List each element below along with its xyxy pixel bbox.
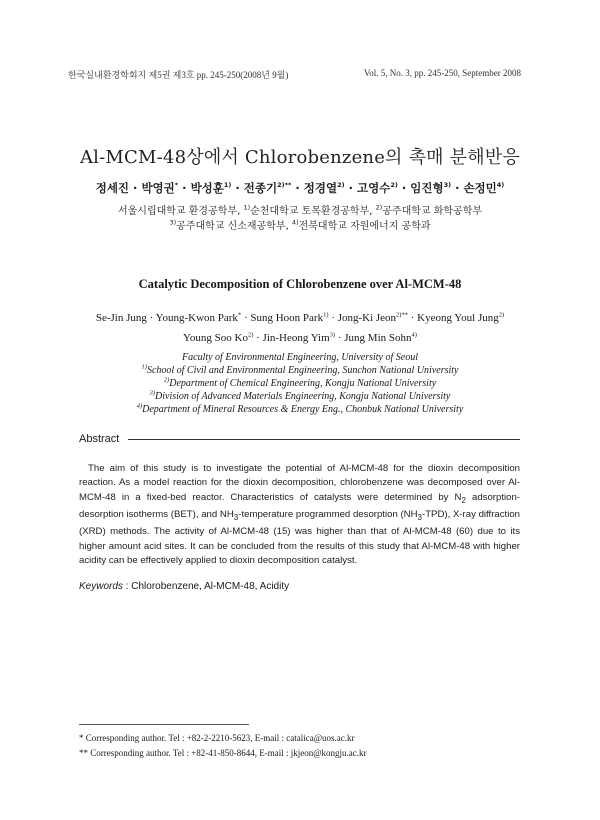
author-separator: ·	[231, 181, 244, 195]
author-separator: ·	[407, 312, 418, 324]
affiliations-korean-line2	[0, 217, 600, 232]
author-affiliation-mark: 1)	[323, 311, 329, 319]
author-separator: ·	[397, 181, 411, 195]
affiliation-text: School of Civil and Environmental Engineering, Sunchon National University	[146, 365, 459, 376]
author-name: Kyeong Youl Jung	[417, 312, 499, 324]
affiliation-text: Division of Advanced Materials Engineering, Kongju National University	[155, 391, 451, 402]
author-separator: ·	[146, 312, 156, 324]
abstract-heading: Abstract	[79, 433, 120, 445]
author-list-english-line1	[0, 312, 600, 324]
affiliation-english-line	[0, 403, 600, 416]
affiliations-english	[0, 351, 600, 416]
affiliation-text: 공주대학교 신소재공학부,	[176, 221, 292, 232]
author-name: 박영권	[141, 181, 175, 195]
keywords-line	[79, 581, 289, 592]
affiliation-text: Department of Chemical Engineering, Kongju National University	[169, 378, 437, 389]
affiliation-mark: 4)	[291, 218, 299, 227]
affiliation-mark: 3)	[149, 389, 156, 397]
affiliation-text: 공주대학교 화학공학부	[382, 206, 483, 217]
author-name: 정세진	[95, 181, 130, 195]
subscript: 3	[417, 513, 422, 523]
footnote-divider	[79, 724, 249, 725]
abstract-text-part: -temperature programmed desorption (NH	[238, 509, 418, 521]
affiliation-text: 순천대학교 토목환경공학부,	[250, 206, 376, 217]
author-separator: ·	[129, 181, 142, 195]
affiliation-text: Faculty of Environmental Engineering, University of Seoul	[182, 352, 418, 363]
author-affiliation-mark: 1)	[223, 181, 232, 190]
paper-title-korean: Al-MCM-48상에서 Chlorobenzene의 촉매 분해반응	[79, 147, 521, 168]
author-name: 고영수	[357, 181, 391, 195]
author-name: 임진형	[410, 181, 444, 195]
affiliation-english-line	[0, 390, 600, 403]
author-separator: ·	[328, 312, 338, 324]
author-affiliation-mark: 2)	[337, 181, 345, 190]
affiliation-text: 전북대학교 자원에너지 공학과	[298, 221, 431, 232]
author-name: 정경열	[303, 181, 338, 195]
author-name: Young Soo Ko	[183, 332, 248, 344]
author-name: Jin-Heong Yim	[262, 332, 330, 344]
author-list-korean	[0, 180, 600, 196]
affiliation-mark: 1)	[243, 203, 251, 212]
author-affiliation-mark: 2)	[498, 311, 505, 319]
affiliation-mark: 2)	[163, 376, 170, 384]
author-name: Young-Kwon Park	[155, 312, 238, 324]
author-separator: ·	[241, 312, 251, 324]
author-name: Jung Min Sohn	[344, 332, 412, 344]
affiliation-text: 서울시립대학교 환경공학부,	[117, 206, 244, 217]
author-separator: ·	[178, 181, 191, 195]
author-separator: ·	[253, 332, 263, 344]
abstract-text-part: adsorption-desorption isotherms (BET), and NH	[79, 491, 520, 521]
affiliation-mark: 3)	[169, 218, 177, 227]
affiliation-text: Department of Mineral Resources & Energy Eng., Chonbuk National University	[142, 404, 464, 415]
author-affiliation-mark: 3)	[329, 331, 336, 339]
footnote-text: Corresponding author. Tel : +82-2-2210-5623, E-mail : catalica@uos.ac.kr	[83, 733, 355, 743]
running-header-right: Vol. 5, No. 3, pp. 245-250, September 2008	[363, 68, 521, 78]
paper-title-english: Catalytic Decomposition of Chlorobenzene over Al-MCM-48	[138, 277, 462, 291]
author-affiliation-mark: 4)	[496, 181, 505, 190]
author-affiliation-mark: 2)	[390, 181, 398, 190]
abstract-divider	[128, 439, 520, 440]
subscript: 3	[233, 513, 239, 523]
footnote-mark: *	[79, 733, 84, 743]
author-affiliation-mark: 4)	[411, 331, 417, 339]
footnote-corresponding-author-2	[79, 748, 367, 758]
author-name: 박성훈	[190, 181, 224, 195]
abstract-text-part: -TPD), X-ray diffraction (XRD) methods. The activity of Al-MCM-48 (15) was higher than that of Al-MCM-48 (60) due to its higher amount acid sites. It can be concluded from the results of this study that Al-MCM-48 with higher acidity can be effectively applied to dioxin decomposition catalyst.	[79, 509, 520, 567]
affiliation-english-line	[0, 364, 600, 377]
affiliation-english-line	[0, 351, 600, 364]
affiliation-mark: 1)	[141, 363, 147, 371]
author-separator: ·	[344, 181, 358, 195]
author-separator: ·	[291, 181, 304, 195]
author-separator: ·	[335, 332, 345, 344]
author-name: 전종기	[243, 181, 278, 195]
affiliation-mark: 4)	[136, 402, 143, 410]
author-name: Se-Jin Jung	[95, 312, 147, 324]
author-affiliation-mark: 2)**	[396, 311, 408, 319]
author-name: Jong-Ki Jeon	[337, 312, 397, 324]
subscript: 2	[461, 495, 466, 505]
keywords-value: Chlorobenzene, Al-MCM-48, Acidity	[131, 581, 290, 592]
affiliation-english-line	[0, 377, 600, 390]
author-separator: ·	[451, 181, 464, 195]
footnote-mark: **	[79, 748, 88, 758]
keywords-label: Keywords	[79, 581, 123, 592]
author-affiliation-mark: *	[174, 181, 179, 190]
affiliations-korean-line1	[0, 202, 600, 217]
abstract-body	[79, 462, 520, 569]
author-affiliation-mark: *	[237, 311, 242, 319]
footnote-corresponding-author-1	[79, 733, 355, 743]
author-list-english-line2	[0, 332, 600, 344]
running-header-left: 한국실내환경학회지 제5권 제3호 pp. 245-250(2008년 9월)	[68, 70, 289, 80]
author-name: Sung Hoon Park	[250, 312, 324, 324]
footnote-text: Corresponding author. Tel : +82-41-850-8644, E-mail : jkjeon@kongju.ac.kr	[88, 748, 367, 758]
author-affiliation-mark: 2)	[247, 331, 254, 339]
author-affiliation-mark: 3)	[443, 181, 452, 190]
abstract-text-part: The aim of this study is to investigate the potential of Al-MCM-48 for the dioxin decomposition reaction. As a model reaction for the dioxin decomposition, chlorobenzene was decomposed over Al-MCM-48 in a fixed-bed reactor. Characteristics of catalysts were determined by N	[79, 463, 520, 503]
affiliation-mark: 2)	[375, 203, 383, 212]
author-name: 손정민	[463, 181, 497, 195]
keywords-separator: :	[122, 581, 132, 592]
author-affiliation-mark: 2)**	[277, 181, 292, 190]
